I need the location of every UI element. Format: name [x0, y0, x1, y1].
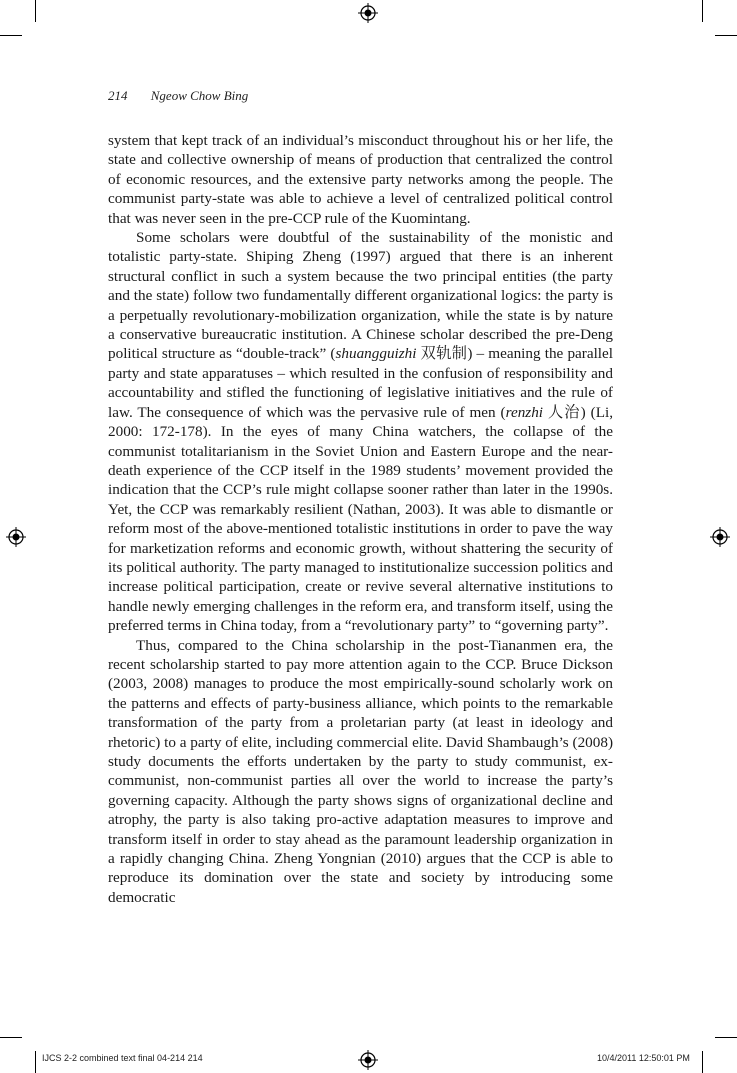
registration-mark-icon: [710, 527, 730, 547]
page-number: 214: [108, 88, 128, 103]
slug-file: IJCS 2-2 combined text final 04-214 214: [42, 1053, 203, 1063]
crop-mark-bottom-right-horizontal: [715, 1037, 737, 1038]
crop-mark-bottom-left-horizontal: [0, 1037, 22, 1038]
paragraph-2-text-c: 人治) (Li, 2000: 172-178). In the eyes of many China watchers, the collapse of the communist totalitarianism in the Soviet Union and Eastern Europe and the near-death experience of the CCP itself in the 1989 students’ movement provided the indication that the CCP’s rule might collapse sooner rather than later in the 1990s. Yet, the CCP was remarkably resilient (Nathan, 2003). It was able to dismantle or reform most of the above-mentioned totalistic institutions in order to pave the way for marketization reforms and economic growth, without shattering the security of its political authority. The party managed to institutionalize succession politics and increase political participation, create or revive several alternative institutions to handle newly emerging challenges in the reform era, and transform itself, using the preferred terms in China today, from a “revolutionary party” to “governing party”.: [108, 403, 613, 635]
term-shuangguizhi: shuangguizhi: [335, 345, 417, 363]
crop-mark-top-right-horizontal: [715, 35, 737, 36]
paragraph-2-text-a: Some scholars were doubtful of the sustainability of the monistic and totalistic party-state. Shiping Zheng (1997) argued that there is an inherent structural conflict in such a system because the two principal entities (the party and the state) follow two fundamentally different organizational logics: the party is a perpetually revolutionary-mobilization organization, while the state is by nature a conservative bureaucratic institution. A Chinese scholar described the pre-Deng political structure as “double-track” (: [108, 229, 613, 363]
term-renzhi: renzhi: [505, 403, 544, 421]
crop-mark-bottom-right-vertical: [702, 1051, 703, 1073]
crop-mark-top-left-vertical: [35, 0, 36, 22]
crop-mark-top-right-vertical: [702, 0, 703, 22]
paragraph-3: Thus, compared to the China scholarship in the post-Tiananmen era, the recent scholarship started to pay more attention again to the CCP. Bruce Dickson (2003, 2008) manages to produce the most empirically-sound scholarly work on the patterns and effects of party-business alliance, which points to the remarkable transformation of the party from a proletarian party (at least in ideology and rhetoric) to a party of elite, including commercial elite. David Shambaugh’s (2008) study documents the efforts undertaken by the party to study communist, ex-communist, non-communist parties all over the world to increase the party’s governing capacity. Although the party shows signs of organizational decline and atrophy, the party is also taking pro-active adaptation measures to improve and transform itself in order to stay ahead as the paramount leadership organization in a rapidly changing China. Zheng Yongnian (2010) argues that the CCP is able to reproduce its domination over the state and society by introducing some democratic: [108, 636, 613, 906]
paragraph-2-text-b: 双轨制) – meaning the parallel party and state apparatuses – which resulted in the confusion of responsibility and accountability and stifled the functioning of legislative initiatives and the rule of law. The consequence of which was the pervasive rule of men (: [108, 345, 613, 421]
paragraph-1: system that kept track of an individual’s misconduct throughout his or her life, the state and collective ownership of means of production that centralized the control of economic resources, and the extensive party networks among the people. The communist party-state was able to achieve a level of centralized political control that was never seen in the pre-CCP rule of the Kuomintang.: [108, 132, 613, 227]
crop-mark-bottom-left-vertical: [35, 1051, 36, 1073]
registration-mark-icon: [358, 3, 378, 23]
slug-timestamp: 10/4/2011 12:50:01 PM: [597, 1053, 690, 1063]
registration-mark-icon: [6, 527, 26, 547]
running-header: [108, 88, 248, 104]
registration-mark-icon: [358, 1050, 378, 1070]
body-text: [108, 131, 613, 907]
running-title: Ngeow Chow Bing: [150, 88, 249, 103]
crop-mark-top-left-horizontal: [0, 35, 22, 36]
paragraph-2: [108, 228, 613, 636]
